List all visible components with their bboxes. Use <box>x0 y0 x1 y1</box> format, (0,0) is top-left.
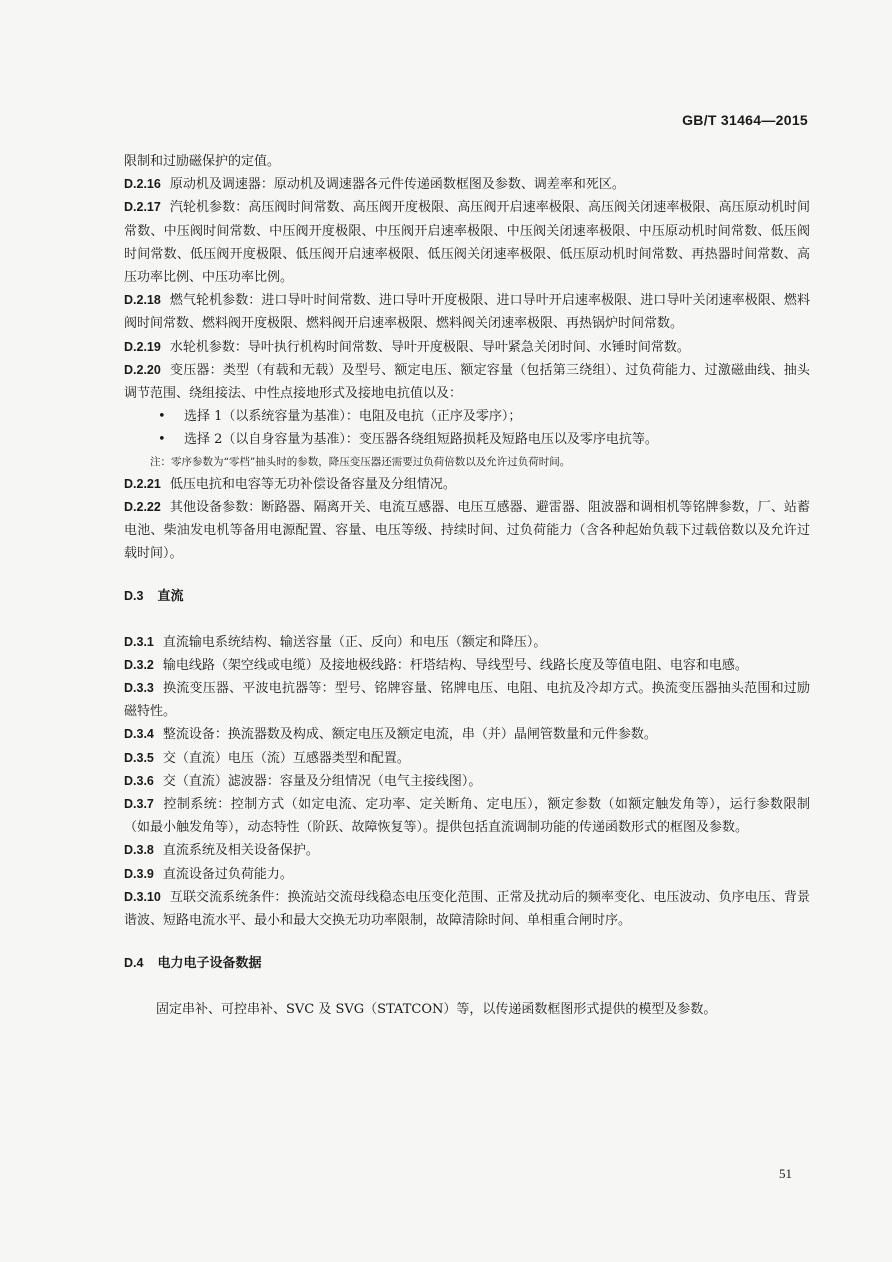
clause-d2-20 <box>124 359 810 405</box>
clause-text: 输电线路（架空线或电缆）及接地极线路：杆塔结构、导线型号、线路长度及等值电阻、电容和电感。 <box>162 657 748 673</box>
clause-number: D.3.7 <box>124 797 154 812</box>
clause-number: D.3.6 <box>124 773 154 788</box>
clause-text: 直流输电系统结构、输送容量（正、反向）和电压（额定和降压）。 <box>162 634 547 650</box>
bullet-item <box>158 428 810 451</box>
section-number: D.4 <box>124 956 144 971</box>
clause-d3-1 <box>124 631 810 654</box>
clause-text: 交（直流）电压（流）互感器类型和配置。 <box>162 750 410 766</box>
clause-text: 交（直流）滤波器：容量及分组情况（电气主接线图）。 <box>162 773 482 789</box>
clause-d3-6 <box>124 770 810 793</box>
clause-d2-22 <box>124 496 810 566</box>
page-number: 51 <box>779 1166 792 1181</box>
clause-text: 换流变压器、平波电抗器等：型号、铭牌容量、铭牌电压、电阻、电抗及冷却方式。换流变压器抽头范围和过励磁特性。 <box>124 681 810 720</box>
clause-text: 燃气轮机参数：进口导叶时间常数、进口导叶开度极限、进口导叶开启速率极限、进口导叶关闭速率极限、燃料阀时间常数、燃料阀开度极限、燃料阀开启速率极限、燃料阀关闭速率极限、再热锅炉时间常数。 <box>124 293 810 332</box>
clause-number: D.3.1 <box>124 634 154 649</box>
bullet-item <box>158 405 810 428</box>
section-heading-d4 <box>124 952 810 975</box>
clause-number: D.3.3 <box>124 681 154 696</box>
clause-number: D.2.21 <box>124 476 161 491</box>
bullet-text: 选择 1（以系统容量为基准）：电阻及电抗（正序及零序）； <box>184 409 522 425</box>
standard-code: GB/T 31464—2015 <box>682 112 808 128</box>
clause-number: D.2.17 <box>124 200 161 215</box>
clause-d2-21 <box>124 473 810 496</box>
clause-text: 其他设备参数：断路器、隔离开关、电流互感器、电压互感器、避雷器、阻波器和调相机等铭牌参数，厂、站蓄电池、柴油发电机等备用电源配置、容量、电压等级、持续时间、过负荷能力（含各种起始负载下过载倍数以及允许过载时间）。 <box>124 499 810 562</box>
clause-d2-16 <box>124 173 810 196</box>
clause-d3-4 <box>124 723 810 746</box>
clause-d3-10 <box>124 886 810 932</box>
body-text <box>124 150 810 1021</box>
bullet-text: 选择 2（以自身容量为基准）：变压器各绕组短路损耗及短路电压以及零序电抗等。 <box>184 432 658 448</box>
clause-d3-5 <box>124 747 810 770</box>
clause-text: 控制系统：控制方式（如定电流、定功率、定关断角、定电压），额定参数（如额定触发角等），运行参数限制（如最小触发角等），动态特性（阶跃、故障恢复等）。提供包括直流调制功能的传递函数形式的框图及参数。 <box>124 797 810 836</box>
clause-number: D.3.9 <box>124 866 154 881</box>
section-number: D.3 <box>124 589 144 604</box>
clause-text: 汽轮机参数：高压阀时间常数、高压阀开度极限、高压阀开启速率极限、高压阀关闭速率极限、高压原动机时间常数、中压阀时间常数、中压阀开度极限、中压阀开启速率极限、中压阀关闭速率极限、中压原动机时间常数、低压阀时间常数、低压阀开度极限、低压阀开启速率极限、低压阀关闭速率极限、低压原动机时间常数、再热器时间常数、高压功率比例、中压功率比例。 <box>124 200 810 286</box>
clause-number: D.2.22 <box>124 499 161 514</box>
clause-text: 直流设备过负荷能力。 <box>162 866 293 882</box>
clause-text: 水轮机参数：导叶执行机构时间常数、导叶开度极限、导叶紧急关闭时间、水锤时间常数。 <box>169 339 690 355</box>
clause-d3-2 <box>124 654 810 677</box>
clause-d2-19 <box>124 336 810 359</box>
clause-d3-3 <box>124 677 810 723</box>
clause-text: 变压器：类型（有载和无载）及型号、额定电压、额定容量（包括第三绕组）、过负荷能力、过激磁曲线、抽头调节范围、绕组接法、中性点接地形式及接地电抗值以及： <box>124 362 810 402</box>
clause-d3-7 <box>124 793 810 839</box>
bullet-dot-icon: • <box>158 409 166 425</box>
section-title: 直流 <box>157 589 184 605</box>
clause-number: D.3.5 <box>124 750 154 765</box>
clause-text: 直流系统及相关设备保护。 <box>162 843 319 859</box>
clause-text: 原动机及调速器：原动机及调速器各元件传递函数框图及参数、调差率和死区。 <box>169 177 625 193</box>
clause-number: D.3.10 <box>124 889 161 904</box>
clause-d3-8 <box>124 839 810 862</box>
clause-text: 互联交流系统条件：换流站交流母线稳态电压变化范围、正常及扰动后的频率变化、电压波动、负序电压、背景谐波、短路电流水平、最小和最大交换无功功率限制，故障清除时间、单相重合闸时序。 <box>124 889 810 929</box>
paragraph: 限制和过励磁保护的定值。 <box>124 154 281 169</box>
paragraph-d4: 固定串补、可控串补、SVC 及 SVG（STATCON）等，以传递函数框图形式提供的模型及参数。 <box>156 1001 717 1017</box>
clause-number: D.2.19 <box>124 339 161 354</box>
clause-d2-17 <box>124 196 810 289</box>
clause-number: D.3.8 <box>124 843 154 858</box>
clause-d3-9 <box>124 863 810 886</box>
section-heading-d3 <box>124 585 810 608</box>
clause-number: D.2.20 <box>124 362 161 377</box>
clause-number: D.3.2 <box>124 657 154 672</box>
clause-number: D.2.16 <box>124 177 161 192</box>
bullet-dot-icon: • <box>158 432 166 448</box>
note: 注：零序参数为“零档”抽头时的参数，降压变压器还需要过负荷倍数以及允许过负荷时间。 <box>150 455 571 468</box>
clause-number: D.2.18 <box>124 293 161 308</box>
clause-text: 低压电抗和电容等无功补偿设备容量及分组情况。 <box>169 476 456 492</box>
clause-text: 整流设备：换流器数及构成、额定电压及额定电流，串（并）晶闸管数量和元件参数。 <box>162 727 657 743</box>
clause-d2-18 <box>124 289 810 335</box>
section-title: 电力电子设备数据 <box>157 956 262 972</box>
clause-number: D.3.4 <box>124 727 154 742</box>
